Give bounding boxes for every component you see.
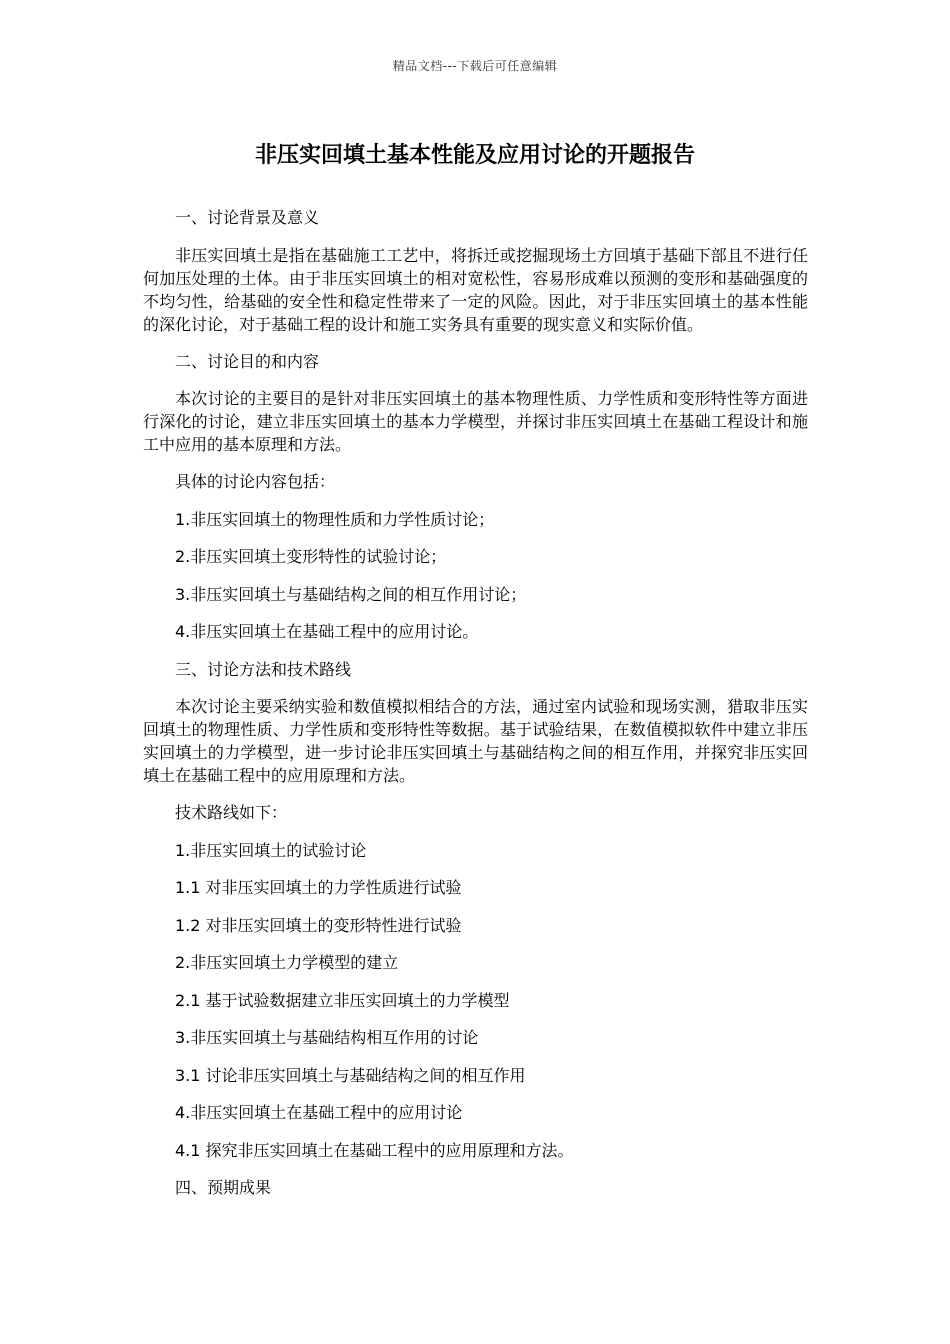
paragraph-purpose: 本次讨论的主要目的是针对非压实回填土的基本物理性质、力学性质和变形特性等方面进行深化的讨论，建立非压实回填土的基本力学模型，并探讨非压实回填土在基础工程设计和施工中应用的基本原理和方法。 (143, 389, 808, 454)
header-note: 精品文档---下载后可任意编辑 (392, 59, 558, 73)
document-title: 非压实回填土基本性能及应用讨论的开题报告 (254, 143, 695, 168)
list-item: 4.非压实回填土在基础工程中的应用讨论 (175, 1103, 463, 1122)
list-item: 1.非压实回填土的物理性质和力学性质讨论； (175, 509, 495, 529)
list-item: 2.非压实回填土力学模型的建立 (175, 953, 399, 972)
section-heading-background: 一、讨论背景及意义 (175, 208, 320, 227)
paragraph-route-intro: 技术路线如下： (175, 803, 288, 822)
list-item: 3.非压实回填土与基础结构之间的相互作用讨论； (175, 584, 527, 604)
paragraph-content-intro: 具体的讨论内容包括： (175, 472, 336, 491)
section-heading-method: 三、讨论方法和技术路线 (175, 659, 352, 679)
section-heading-purpose: 二、讨论目的和内容 (175, 351, 320, 371)
list-item: 1.1 对非压实回填土的力学性质进行试验 (175, 878, 462, 897)
list-item: 3.非压实回填土与基础结构相互作用的讨论 (175, 1028, 479, 1047)
list-item: 1.2 对非压实回填土的变形特性进行试验 (175, 915, 462, 935)
list-item: 4.1 探究非压实回填土在基础工程中的应用原理和方法。 (175, 1140, 574, 1160)
list-item: 3.1 讨论非压实回填土与基础结构之间的相互作用 (175, 1065, 526, 1085)
list-item: 1.非压实回填土的试验讨论 (175, 840, 367, 860)
section-heading-results: 四、预期成果 (175, 1178, 272, 1197)
paragraph-background: 非压实回填土是指在基础施工工艺中，将拆迁或挖掘现场土方回填于基础下部且不进行任何加压处理的土体。由于非压实回填土的相对宽松性，容易形成难以预测的变形和基础强度的不均匀性，给基础的安全性和稳定性带来了一定的风险。因此，对于非压实回填土的基本性能的深化讨论，对于基础工程的设计和施工实务具有重要的现实意义和实际价值。 (143, 245, 808, 334)
paragraph-method: 本次讨论主要采纳实验和数值模拟相结合的方法，通过室内试验和现场实测，猎取非压实回填土的物理性质、力学性质和变形特性等数据。基于试验结果，在数值模拟软件中建立非压实回填土的力学模型，进一步讨论非压实回填土与基础结构之间的相互作用，并探究非压实回填土在基础工程中的应用原理和方法。 (143, 697, 808, 785)
list-item: 2.1 基于试验数据建立非压实回填土的力学模型 (175, 990, 510, 1010)
list-item: 2.非压实回填土变形特性的试验讨论； (175, 547, 447, 566)
list-item: 4.非压实回填土在基础工程中的应用讨论。 (175, 622, 479, 641)
document-body (143, 206, 808, 1214)
